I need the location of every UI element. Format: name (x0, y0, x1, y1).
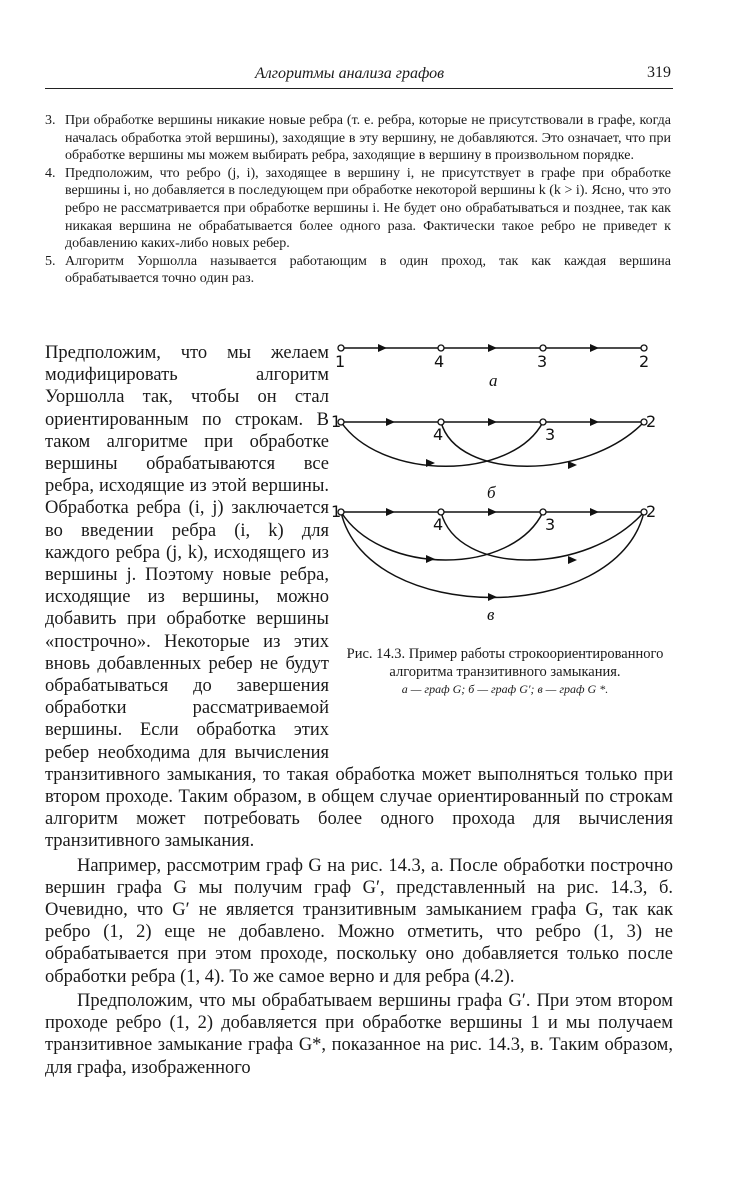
note-text: При обработке вершины никакие новые ребра (т. е. ребра, которые не присутствовали в графе, когда началась обработка этой вершины), заходящие в эту вершину, не добавляются. Это означает, что при обработке вершины мы можем выбирать ребра, заходящие в вершину в произвольном порядке. (65, 113, 671, 164)
edge (341, 512, 644, 598)
running-title: Алгоритмы анализа графов (255, 65, 445, 82)
main-text (45, 342, 673, 1079)
paragraph-3: Предположим, что мы обрабатываем вершины графа G′. При этом втором проходе ребро (1, 2) добавляется при обработке вершины 1 и мы получаем транзитивное замыкание графа G*, показанное на рис. 14.3, в. Таким образом, для графа, изображенного (45, 990, 673, 1078)
note-item (45, 253, 671, 288)
graph-c (331, 502, 656, 624)
note-item (45, 165, 671, 253)
node-label: 1 (331, 502, 342, 521)
node-label: 1 (335, 352, 346, 371)
numbered-notes (45, 112, 671, 288)
node-label: 4 (434, 352, 445, 371)
panel-label: в (487, 605, 495, 624)
caption-text: Рис. 14.3. Пример работы строкоориентированного алгоритма транзитивного замыкания. (346, 646, 664, 680)
caption-legend: а — граф G; б — граф G′; в — граф G *. (401, 682, 609, 696)
node (438, 345, 444, 351)
note-number: 3. (45, 113, 56, 128)
node-label: 4 (433, 425, 444, 444)
panel-label: б (487, 483, 496, 502)
node-label: 3 (545, 515, 556, 534)
note-text: Алгоритм Уоршолла называется работающим в один проход, так как каждая вершина обрабатывается точно один раз. (65, 253, 671, 287)
graph-a (335, 344, 649, 390)
paragraph-1 (45, 342, 673, 853)
note-number: 5. (45, 253, 56, 269)
graph-b (331, 412, 656, 502)
node-label: 3 (545, 425, 556, 444)
figure-caption (337, 646, 673, 699)
figure-14-3 (331, 346, 673, 754)
page-header (45, 64, 673, 89)
note-text: Предположим, что ребро (j, i), заходящее в вершину i, не присутствует в графе при обработке вершины i, но добавляется в последующем при обработке некоторой вершины k (k > i). Ясно, что это ребро не рассматривается при обработке вершины i. Не будет оно обрабатываться и позднее, так как никакая вершина не обрабатывается более одного раза. Фактически такое ребро не приведет к добавлению каких-либо новых ребер. (65, 165, 671, 252)
edge (441, 422, 644, 466)
node-label: 2 (646, 502, 657, 521)
note-number: 4. (45, 165, 56, 181)
paragraph-2: Например, рассмотрим граф G на рис. 14.3, а. После обработки построчно вершин графа G мы получим граф G′, представленный на рис. 14.3, б. Очевидно, что G′ не является транзитивным замыканием графа G, так как ребро (1, 2) еще не добавлено. Можно отметить, что ребро (1, 3) не обрабатывается при этом проходе, поскольку оно добавляется только после обработки ребра (1, 4). То же самое верно и для ребра (4.2). (45, 855, 673, 987)
node-label: 4 (433, 515, 444, 534)
paragraph-1-text: Предположим, что мы желаем модифицировать алгоритм Уоршолла так, чтобы он стал ориентированным по строкам. В таком алгоритме при обработке вершины обрабатываются все ребра, исходящие из этой вершины. Обработка ребра (i, j) заключается во введении ребра (i, k) для каждого ребра (j, k), исходящего из вершины j. Поэтому новые ребра, исходящие из вершины, можно добавить при обработке вершины «построчно». Некоторые из этих вновь добавленных ребер не будут обрабатываться до завершения обработки рассматриваемой вершины. Если обработка этих ребер необходима для вычисления транзитивного замыкания, то такая обработка может выполняться только при втором проходе. Таким образом, в общем случае ориентированный по строкам алгоритм может потребовать более одного прохода для вычисления транзитивного замыкания. (45, 343, 673, 852)
node-label: 3 (537, 352, 548, 371)
node (540, 345, 546, 351)
node-label: 2 (646, 412, 657, 431)
node (641, 345, 647, 351)
page-number: 319 (647, 64, 671, 81)
note-item (45, 112, 671, 165)
graph-figure (331, 346, 673, 646)
node-label: 1 (331, 412, 342, 431)
node (338, 345, 344, 351)
node-label: 2 (639, 352, 650, 371)
panel-label: а (489, 371, 498, 390)
